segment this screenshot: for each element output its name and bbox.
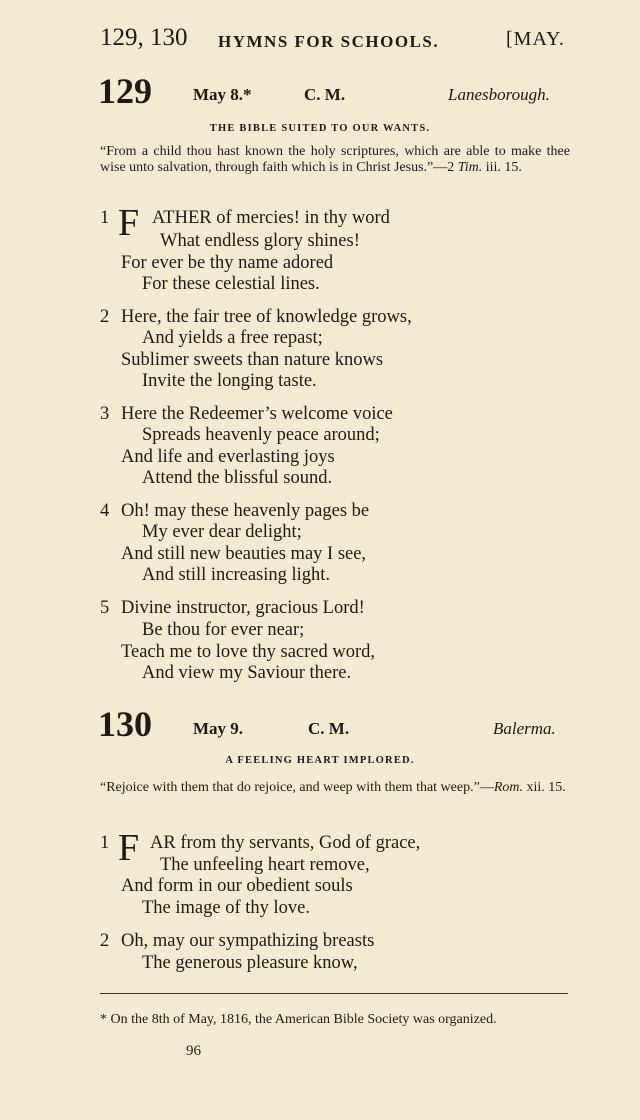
verse-line: Divine instructor, gracious Lord! [121, 598, 365, 618]
verse-line: And yields a free repast; [142, 328, 323, 348]
verse-line: The unfeeling heart remove, [160, 855, 370, 875]
verse-line: And still new beauties may I see, [121, 544, 367, 564]
verse-line: The generous pleasure know, [142, 953, 358, 973]
hymn-130-meter: C. M. [308, 719, 350, 738]
verse-number: 2 [100, 931, 110, 951]
verse-line: For ever be thy name adored [121, 253, 334, 273]
verse-line: Teach me to love thy sacred word, [121, 642, 376, 662]
verse-number: 4 [100, 501, 110, 521]
hymn-130-epigraph: “Rejoice with them that do rejoice, and weep with them that weep.”—Rom. xii. 15. [100, 780, 566, 795]
verse-line: For these celestial lines. [142, 274, 320, 294]
header-title: HYMNS FOR SCHOOLS. [218, 32, 440, 51]
verse-line: And life and everlasting joys [121, 447, 335, 467]
verse-line: And view my Saviour there. [142, 663, 352, 683]
hymn-129-subtitle: THE BIBLE SUITED TO OUR WANTS. [209, 123, 431, 134]
verse-line: What endless glory shines! [160, 231, 360, 251]
verse-line: And still increasing light. [142, 565, 331, 585]
verse-line: Oh! may these heavenly pages be [121, 501, 370, 521]
verse-number: 3 [100, 404, 110, 424]
verse-line: Invite the longing taste. [142, 371, 317, 391]
hymn-129-meter: C. M. [304, 85, 346, 104]
verse-line: Spreads heavenly peace around; [142, 425, 380, 445]
verse-line: Here the Redeemer’s welcome voice [121, 404, 393, 424]
verse-number: 2 [100, 307, 110, 327]
header-hymn-numbers: 129, 130 [100, 24, 188, 51]
verse-line: ATHER of mercies! in thy word [152, 208, 390, 228]
verse-line: Sublimer sweets than nature knows [121, 350, 384, 370]
verse-number: 1 [100, 208, 110, 228]
hymn-129-tune: Lanesborough. [448, 85, 550, 104]
verse-line: Oh, may our sympathizing breasts [121, 931, 375, 951]
verse-line: Be thou for ever near; [142, 620, 305, 640]
verse-number: 5 [100, 598, 110, 618]
verse-number: 1 [100, 833, 110, 853]
footnote-rule [100, 993, 568, 994]
verse-line: Here, the fair tree of knowledge grows, [121, 307, 412, 327]
hymn-130-date: May 9. [193, 719, 244, 738]
hymn-130-number: 130 [98, 704, 152, 744]
header-month: [MAY. [506, 28, 565, 50]
hymn-130-subtitle: A FEELING HEART IMPLORED. [225, 755, 415, 766]
hymn-129-epigraph: “From a child thou hast known the holy scriptures, which are able to make thee wise unto salvation, through faith which is in Christ Jesus.”—2 Tim. iii. 15. [100, 144, 570, 175]
drop-cap: F [118, 827, 140, 869]
verse-line: My ever dear delight; [142, 522, 302, 542]
hymn-129-date: May 8.* [193, 85, 252, 104]
verse-line: Attend the blissful sound. [142, 468, 333, 488]
hymn-130-tune: Balerma. [493, 719, 556, 738]
page-number: 96 [186, 1043, 201, 1059]
hymn-129-number: 129 [98, 71, 152, 111]
drop-cap: F [118, 202, 140, 244]
verse-line: And form in our obedient souls [121, 876, 353, 896]
footnote: * On the 8th of May, 1816, the American Bible Society was organized. [100, 1012, 497, 1027]
verse-line: The image of thy love. [142, 898, 310, 918]
verse-line: AR from thy servants, God of grace, [150, 833, 421, 853]
